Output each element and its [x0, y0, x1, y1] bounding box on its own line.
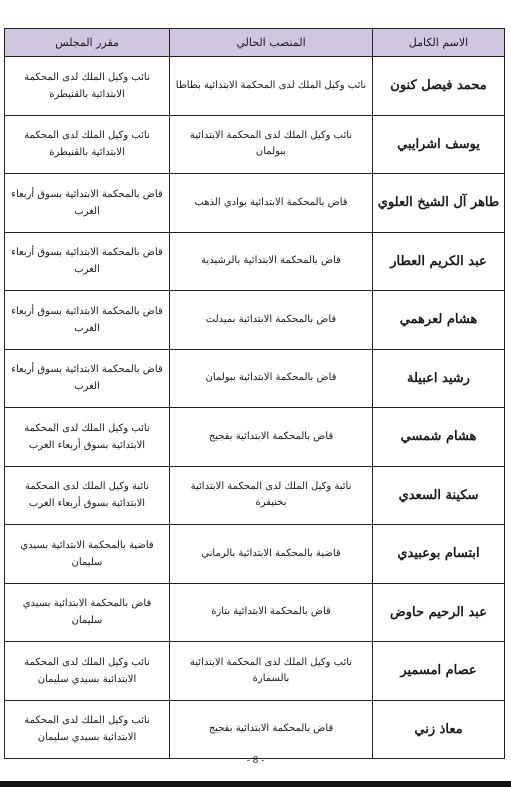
cell-council-seat: نائب وكيل الملك لدى المحكمة الابتدائية بسيدي سليمان [5, 700, 170, 759]
cell-council-seat: نائبة وكيل الملك لدى المحكمة الابتدائية بسوق أربعاء الغرب [5, 466, 170, 525]
cell-council-seat: قاض بالمحكمة الابتدائية بسوق أربعاء الغرب [5, 174, 170, 233]
table-row [5, 232, 505, 291]
header-full-name: الاسم الكامل [373, 29, 505, 57]
cell-current-position: نائب وكيل الملك لدى المحكمة الابتدائية بالسمارة [170, 642, 373, 701]
table-row [5, 700, 505, 759]
table-body [5, 57, 505, 759]
cell-current-position: قاض بالمحكمة الابتدائية بالرشيدية [170, 232, 373, 291]
cell-full-name: رشيد اعبيلة [373, 349, 505, 408]
cell-full-name: عصام امسمير [373, 642, 505, 701]
cell-current-position: قاض بالمحكمة الابتدائية بتازة [170, 583, 373, 642]
table-row [5, 408, 505, 467]
cell-current-position: قاض بالمحكمة الابتدائية بميدلت [170, 291, 373, 350]
cell-council-seat: نائب وكيل الملك لدى المحكمة الابتدائية بسوق أربعاء الغرب [5, 408, 170, 467]
cell-full-name: عبد الكريم العطار [373, 232, 505, 291]
footer-divider [0, 781, 511, 787]
cell-council-seat: نائب وكيل الملك لدى المحكمة الابتدائية بالقنيطرة [5, 115, 170, 174]
cell-current-position: قاضية بالمحكمة الابتدائية بالرماني [170, 525, 373, 584]
cell-current-position: قاض بالمحكمة الابتدائية بفجيج [170, 700, 373, 759]
table-row [5, 174, 505, 233]
cell-council-seat: قاض بالمحكمة الابتدائية بسيدي سليمان [5, 583, 170, 642]
cell-council-seat: قاض بالمحكمة الابتدائية بسوق أربعاء الغرب [5, 291, 170, 350]
cell-council-seat: نائب وكيل الملك لدى المحكمة الابتدائية بسيدي سليمان [5, 642, 170, 701]
cell-full-name: محمد فيصل كنون [373, 57, 505, 116]
cell-full-name: معاذ زني [373, 700, 505, 759]
cell-full-name: سكينة السعدي [373, 466, 505, 525]
header-row [5, 29, 505, 57]
table-row [5, 349, 505, 408]
transfers-table [4, 28, 505, 759]
cell-council-seat: قاض بالمحكمة الابتدائية بسوق أربعاء الغرب [5, 232, 170, 291]
cell-full-name: هشام لعرهمي [373, 291, 505, 350]
cell-council-seat: نائب وكيل الملك لدى المحكمة الابتدائية بالقنيطرة [5, 57, 170, 116]
cell-current-position: نائبة وكيل الملك لدى المحكمة الابتدائية بخنيفرة [170, 466, 373, 525]
cell-council-seat: قاض بالمحكمة الابتدائية بسوق أربعاء الغرب [5, 349, 170, 408]
page-number: - 8 - [246, 756, 265, 766]
table-row [5, 291, 505, 350]
table-row [5, 115, 505, 174]
cell-full-name: طاهر آل الشيخ العلوي [373, 174, 505, 233]
table-row [5, 466, 505, 525]
cell-current-position: قاض بالمحكمة الابتدائية بوادي الذهب [170, 174, 373, 233]
cell-current-position: قاض بالمحكمة الابتدائية ببولمان [170, 349, 373, 408]
header-council-seat: مقرر المجلس [5, 29, 170, 57]
cell-current-position: نائب وكيل الملك لدى المحكمة الابتدائية ببولمان [170, 115, 373, 174]
cell-current-position: نائب وكيل الملك لدى المحكمة الابتدائية بطاطا [170, 57, 373, 116]
table-row [5, 525, 505, 584]
table-row [5, 642, 505, 701]
cell-full-name: ابتسام بوعبيدي [373, 525, 505, 584]
table-row [5, 57, 505, 116]
table-row [5, 583, 505, 642]
cell-full-name: عبد الرحيم حاوض [373, 583, 505, 642]
table-header [5, 29, 505, 57]
cell-council-seat: قاضية بالمحكمة الابتدائية بسيدي سليمان [5, 525, 170, 584]
cell-current-position: قاض بالمحكمة الابتدائية بفجيج [170, 408, 373, 467]
cell-full-name: يوسف اشرايبي [373, 115, 505, 174]
header-current-position: المنصب الحالي [170, 29, 373, 57]
cell-full-name: هشام شمسي [373, 408, 505, 467]
